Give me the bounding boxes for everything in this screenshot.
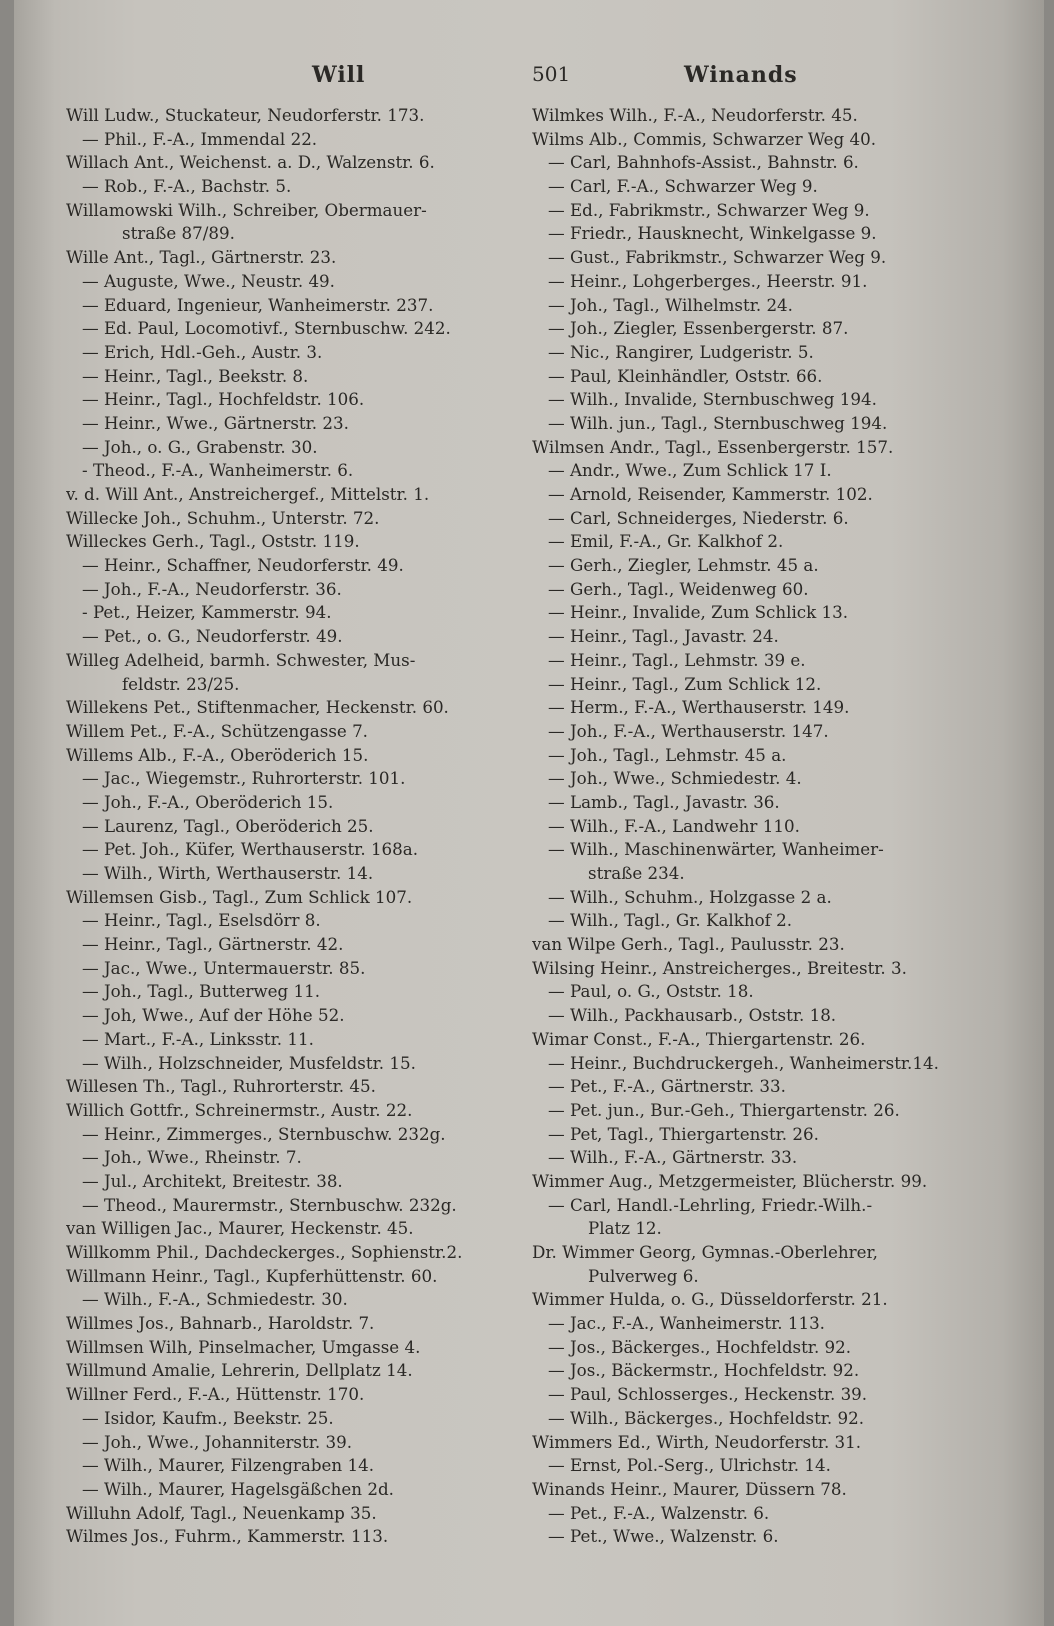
directory-entry: — Heinr., Zimmerges., Sternbuschw. 232g. bbox=[82, 1123, 446, 1144]
directory-entry: — Carl, Schneiderges, Niederstr. 6. bbox=[548, 507, 849, 528]
directory-entry: - Theod., F.-A., Wanheimerstr. 6. bbox=[82, 460, 354, 481]
directory-entry: — Wilh., F.-A., Landwehr 110. bbox=[548, 815, 800, 836]
directory-entry: — Mart., F.-A., Linksstr. 11. bbox=[82, 1028, 314, 1049]
directory-entry: Willmes Jos., Bahnarb., Haroldstr. 7. bbox=[66, 1313, 375, 1334]
directory-entry: van Willigen Jac., Maurer, Heckenstr. 45. bbox=[66, 1218, 414, 1239]
directory-entry: — Heinr., Tagl., Zum Schlick 12. bbox=[548, 673, 822, 694]
directory-entry: — Heinr., Tagl., Beekstr. 8. bbox=[82, 365, 309, 386]
directory-entry: — Joh., Wwe., Rheinstr. 7. bbox=[82, 1147, 302, 1168]
page-number: 501 bbox=[532, 62, 571, 86]
directory-entry: Winands Heinr., Maurer, Düssern 78. bbox=[532, 1478, 847, 1499]
directory-entry: — Wilh., F.-A., Gärtnerstr. 33. bbox=[548, 1147, 798, 1168]
directory-entry: — Gerh., Tagl., Weidenweg 60. bbox=[548, 578, 809, 599]
directory-entry: — Joh., F.-A., Oberöderich 15. bbox=[82, 791, 334, 812]
directory-entry: — Pet., F.-A., Gärtnerstr. 33. bbox=[548, 1076, 786, 1097]
directory-entry: Wimmers Ed., Wirth, Neudorferstr. 31. bbox=[532, 1431, 862, 1452]
directory-entry: — Arnold, Reisender, Kammerstr. 102. bbox=[548, 484, 873, 504]
directory-entry: Wimmer Hulda, o. G., Düsseldorferstr. 21. bbox=[532, 1289, 888, 1310]
directory-entry: — Phil., F.-A., Immendal 22. bbox=[82, 128, 318, 149]
entry-continuation: straße 234. bbox=[588, 863, 685, 883]
directory-entry: Willekens Pet., Stiftenmacher, Heckenstr. 60. bbox=[66, 697, 449, 718]
page-header bbox=[74, 62, 1004, 92]
directory-entry: — Auguste, Wwe., Neustr. 49. bbox=[82, 270, 335, 291]
directory-entry: — Herm., F.-A., Werthauserstr. 149. bbox=[548, 697, 850, 718]
directory-entry: — Erich, Hdl.-Geh., Austr. 3. bbox=[82, 341, 323, 362]
directory-entry: Wille Ant., Tagl., Gärtnerstr. 23. bbox=[66, 247, 337, 268]
directory-entry: — Joh., o. G., Grabenstr. 30. bbox=[82, 436, 318, 457]
directory-entry: — Joh., F.-A., Neudorferstr. 36. bbox=[82, 578, 342, 599]
directory-entry: Willeckes Gerh., Tagl., Oststr. 119. bbox=[66, 531, 360, 552]
directory-entry: — Heinr., Tagl., Hochfeldstr. 106. bbox=[82, 389, 365, 410]
directory-entry: Dr. Wimmer Georg, Gymnas.-Oberlehrer, bbox=[532, 1242, 878, 1262]
directory-entry: Willeg Adelheid, barmh. Schwester, Mus- bbox=[66, 649, 416, 670]
directory-entry: — Isidor, Kaufm., Beekstr. 25. bbox=[82, 1407, 334, 1428]
directory-entry: Wimmer Aug., Metzgermeister, Blücherstr. 99. bbox=[532, 1170, 928, 1191]
directory-entry: — Carl, Bahnhofs-Assist., Bahnstr. 6. bbox=[548, 152, 859, 173]
directory-entry: — Carl, Handl.-Lehrling, Friedr.-Wilh.- bbox=[548, 1194, 873, 1215]
directory-entry: — Joh., Tagl., Wilhelmstr. 24. bbox=[548, 294, 793, 315]
directory-entry: — Ed. Paul, Locomotivf., Sternbuschw. 242. bbox=[82, 318, 451, 339]
directory-entry: — Theod., Maurermstr., Sternbuschw. 232g. bbox=[82, 1194, 457, 1215]
directory-entry: Willmund Amalie, Lehrerin, Dellplatz 14. bbox=[66, 1360, 413, 1381]
directory-entry: Willecke Joh., Schuhm., Unterstr. 72. bbox=[66, 507, 380, 528]
directory-entry: — Wilh., Wirth, Werthauserstr. 14. bbox=[82, 863, 374, 883]
directory-entry: — Pet. jun., Bur.-Geh., Thiergartenstr. 26. bbox=[548, 1099, 900, 1120]
directory-entry: — Paul, o. G., Oststr. 18. bbox=[548, 981, 754, 1002]
directory-entry: — Andr., Wwe., Zum Schlick 17 I. bbox=[548, 460, 832, 481]
directory-entry: — Jac., F.-A., Wanheimerstr. 113. bbox=[548, 1313, 825, 1334]
directory-entry: — Joh., Ziegler, Essenbergerstr. 87. bbox=[548, 318, 849, 339]
directory-entry: — Wilh., Tagl., Gr. Kalkhof 2. bbox=[548, 910, 793, 931]
directory-entry: Wilmsen Andr., Tagl., Essenbergerstr. 157. bbox=[532, 436, 894, 457]
directory-entry: — Jos., Bäckerges., Hochfeldstr. 92. bbox=[548, 1336, 852, 1357]
directory-entry: — Pet., o. G., Neudorferstr. 49. bbox=[82, 626, 343, 647]
directory-entry: — Wilh., Bäckerges., Hochfeldstr. 92. bbox=[548, 1407, 865, 1428]
directory-entry: — Wilh., Schuhm., Holzgasse 2 a. bbox=[548, 886, 832, 907]
directory-entry: — Heinr., Wwe., Gärtnerstr. 23. bbox=[82, 412, 349, 433]
directory-entry: — Wilh., Maurer, Filzengraben 14. bbox=[82, 1455, 374, 1476]
directory-entry: Willmsen Wilh, Pinselmacher, Umgasse 4. bbox=[66, 1336, 421, 1357]
directory-entry: — Paul, Kleinhändler, Oststr. 66. bbox=[548, 365, 823, 386]
directory-entry: — Carl, F.-A., Schwarzer Weg 9. bbox=[548, 176, 818, 197]
directory-entry: — Heinr., Buchdruckergeh., Wanheimerstr.14. bbox=[548, 1052, 939, 1073]
directory-entry: Wilmkes Wilh., F.-A., Neudorferstr. 45. bbox=[532, 105, 858, 125]
directory-entry: — Wilh., F.-A., Schmiedestr. 30. bbox=[82, 1289, 348, 1310]
directory-entry: — Gerh., Ziegler, Lehmstr. 45 a. bbox=[548, 555, 819, 576]
directory-entry: Willner Ferd., F.-A., Hüttenstr. 170. bbox=[66, 1384, 365, 1405]
right-column bbox=[532, 104, 994, 1549]
directory-entry: — Paul, Schlosserges., Heckenstr. 39. bbox=[548, 1384, 868, 1405]
directory-entry: Wilms Alb., Commis, Schwarzer Weg 40. bbox=[532, 128, 877, 149]
directory-entry: — Wilh., Packhausarb., Oststr. 18. bbox=[548, 1005, 837, 1026]
directory-entry: v. d. Will Ant., Anstreichergef., Mittelstr. 1. bbox=[66, 484, 430, 504]
directory-entry: — Gust., Fabrikmstr., Schwarzer Weg 9. bbox=[548, 247, 887, 268]
directory-entry: — Joh., Tagl., Lehmstr. 45 a. bbox=[548, 744, 787, 765]
directory-entry: — Joh., Tagl., Butterweg 11. bbox=[82, 981, 321, 1002]
directory-entry: Willmann Heinr., Tagl., Kupferhüttenstr. 60. bbox=[66, 1265, 438, 1286]
directory-entry: — Wilh., Maurer, Hagelsgäßchen 2d. bbox=[82, 1478, 394, 1499]
directory-entry: Willkomm Phil., Dachdeckerges., Sophienstr.2. bbox=[66, 1242, 463, 1262]
directory-entry: — Jos., Bäckermstr., Hochfeldstr. 92. bbox=[548, 1360, 860, 1381]
directory-entry: — Joh., F.-A., Werthauserstr. 147. bbox=[548, 720, 829, 741]
directory-entry: — Friedr., Hausknecht, Winkelgasse 9. bbox=[548, 223, 877, 244]
directory-entry: — Rob., F.-A., Bachstr. 5. bbox=[82, 176, 292, 197]
directory-entry: — Laurenz, Tagl., Oberöderich 25. bbox=[82, 815, 374, 836]
directory-entry: — Pet. Joh., Küfer, Werthauserstr. 168a. bbox=[82, 839, 419, 860]
directory-entry: - Pet., Heizer, Kammerstr. 94. bbox=[82, 602, 332, 623]
entry-continuation: Platz 12. bbox=[588, 1218, 662, 1239]
entry-continuation: straße 87/89. bbox=[122, 223, 235, 244]
directory-entry: — Wilh., Invalide, Sternbuschweg 194. bbox=[548, 389, 877, 410]
directory-entry: — Joh., Wwe., Johanniterstr. 39. bbox=[82, 1431, 352, 1452]
entry-continuation: Pulverweg 6. bbox=[588, 1265, 699, 1286]
directory-entry: Willesen Th., Tagl., Ruhrorterstr. 45. bbox=[66, 1076, 376, 1097]
directory-entry: Will Ludw., Stuckateur, Neudorferstr. 173. bbox=[66, 105, 425, 125]
directory-entry: Wimar Const., F.-A., Thiergartenstr. 26. bbox=[532, 1028, 866, 1049]
directory-entry: — Joh, Wwe., Auf der Höhe 52. bbox=[82, 1005, 345, 1026]
directory-entry: van Wilpe Gerh., Tagl., Paulusstr. 23. bbox=[532, 934, 845, 955]
directory-entry: — Jac., Wiegemstr., Ruhrorterstr. 101. bbox=[82, 768, 406, 789]
directory-page bbox=[14, 0, 1044, 1626]
header-left-keyword: Will bbox=[312, 62, 366, 88]
directory-entry: Wilsing Heinr., Anstreicherges., Breitestr. 3. bbox=[532, 957, 907, 978]
directory-entry: Willems Alb., F.-A., Oberöderich 15. bbox=[66, 744, 369, 765]
directory-entry: — Wilh., Holzschneider, Musfeldstr. 15. bbox=[82, 1052, 416, 1073]
directory-entry: — Nic., Rangirer, Ludgeristr. 5. bbox=[548, 341, 814, 362]
header-right-keyword: Winands bbox=[684, 62, 798, 88]
directory-entry: — Ed., Fabrikmstr., Schwarzer Weg 9. bbox=[548, 199, 870, 220]
directory-entry: Willach Ant., Weichenst. a. D., Walzenstr. 6. bbox=[66, 152, 435, 173]
directory-entry: — Emil, F.-A., Gr. Kalkhof 2. bbox=[548, 531, 784, 552]
directory-entry: Willuhn Adolf, Tagl., Neuenkamp 35. bbox=[66, 1502, 377, 1523]
directory-entry: — Pet., F.-A., Walzenstr. 6. bbox=[548, 1502, 770, 1523]
directory-entry: — Jac., Wwe., Untermauerstr. 85. bbox=[82, 957, 366, 978]
directory-entry: — Wilh., Maschinenwärter, Wanheimer- bbox=[548, 839, 884, 860]
directory-entry: Willich Gottfr., Schreinermstr., Austr. 22. bbox=[66, 1099, 413, 1120]
directory-entry: — Heinr., Invalide, Zum Schlick 13. bbox=[548, 602, 849, 623]
entry-continuation: feldstr. 23/25. bbox=[122, 673, 240, 694]
directory-entry: Wilmes Jos., Fuhrm., Kammerstr. 113. bbox=[66, 1526, 389, 1547]
directory-entry: — Joh., Wwe., Schmiedestr. 4. bbox=[548, 768, 802, 789]
directory-entry: — Jul., Architekt, Breitestr. 38. bbox=[82, 1170, 343, 1191]
directory-entry: Willamowski Wilh., Schreiber, Obermauer- bbox=[66, 199, 427, 220]
directory-entry: Willem Pet., F.-A., Schützengasse 7. bbox=[66, 720, 368, 741]
directory-entry: — Lamb., Tagl., Javastr. 36. bbox=[548, 791, 780, 812]
directory-entry: — Eduard, Ingenieur, Wanheimerstr. 237. bbox=[82, 294, 434, 315]
directory-entry: — Heinr., Tagl., Javastr. 24. bbox=[548, 626, 779, 647]
directory-entry: — Heinr., Tagl., Eselsdörr 8. bbox=[82, 910, 321, 931]
directory-entry: — Heinr., Schaffner, Neudorferstr. 49. bbox=[82, 555, 404, 576]
directory-entry: — Ernst, Pol.-Serg., Ulrichstr. 14. bbox=[548, 1455, 831, 1476]
directory-entry: — Wilh. jun., Tagl., Sternbuschweg 194. bbox=[548, 412, 888, 433]
directory-entry: — Pet, Tagl., Thiergartenstr. 26. bbox=[548, 1123, 819, 1144]
directory-entry: — Heinr., Lohgerberges., Heerstr. 91. bbox=[548, 270, 868, 291]
directory-entry: — Heinr., Tagl., Gärtnerstr. 42. bbox=[82, 934, 344, 955]
directory-entry: — Heinr., Tagl., Lehmstr. 39 e. bbox=[548, 649, 806, 670]
directory-entry: — Pet., Wwe., Walzenstr. 6. bbox=[548, 1526, 779, 1547]
left-column bbox=[66, 104, 518, 1549]
directory-entry: Willemsen Gisb., Tagl., Zum Schlick 107. bbox=[66, 886, 413, 907]
